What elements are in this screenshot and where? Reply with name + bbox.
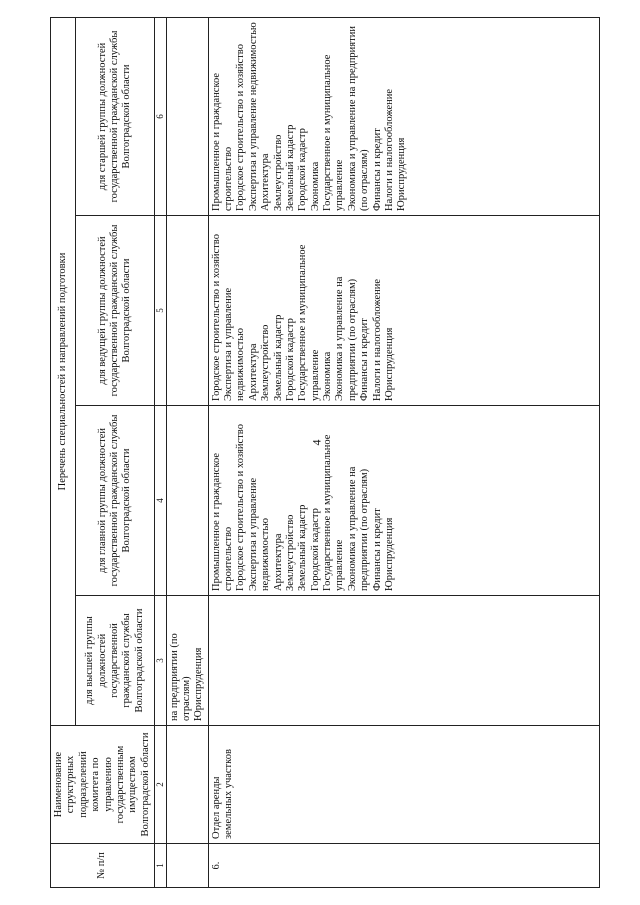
list-item: Архитектура <box>247 343 259 401</box>
row-number: 6. <box>208 844 599 888</box>
list-item: Юриспруденция <box>193 647 205 721</box>
list-item: Юриспруденция <box>396 137 408 211</box>
list-item: Экономика <box>309 161 321 211</box>
list-item: Экономика и управление на предприятии (по отраслям) <box>346 466 371 591</box>
column-number: 6 <box>155 17 167 215</box>
specialties-table <box>50 17 600 888</box>
header-number: № п/п <box>51 844 155 888</box>
list-item: Архитектура <box>260 153 272 211</box>
main-group-specialties <box>208 406 599 596</box>
list-item: Землеустройство <box>260 324 272 401</box>
rotated-table-sheet <box>50 18 590 888</box>
column-number: 5 <box>155 216 167 406</box>
list-item: Налоги и налогообложение <box>383 88 395 211</box>
header-subdivision-name: Наименование структурных подразделений комитета по управлению государственным имуществом Волгоградской области <box>51 726 155 844</box>
leading-group-specialties <box>208 216 599 406</box>
continuation-cell <box>166 596 208 726</box>
list-item: Юриспруденция <box>383 517 395 591</box>
senior-group-specialties <box>208 17 599 215</box>
list-item: Юриспруденция <box>383 327 395 401</box>
column-number: 2 <box>155 726 167 844</box>
header-senior-group: для старшей группы должностей государственной гражданской службы Волгоградской области <box>76 17 155 215</box>
list-item: Землеустройство <box>272 134 284 211</box>
list-item: Экспертиза и управление недвижимостью <box>247 22 259 211</box>
list-item: Земельный кадастр <box>284 124 296 211</box>
list-item: Городской кадастр <box>309 508 321 591</box>
header-main-group: для главной группы должностей государственной гражданской службы Волгоградской области <box>76 406 155 596</box>
list-item: Государственное и муниципальное управление <box>297 244 321 401</box>
list-item: Экспертиза и управление недвижимостью <box>223 287 247 401</box>
header-leading-group: для ведущей группы должностей государственной гражданской службы Волгоградской области <box>76 216 155 406</box>
list-item: Экономика <box>322 351 334 401</box>
continuation-row <box>166 17 208 887</box>
column-number-row <box>155 17 167 887</box>
list-item: на предприятии (по отраслям) <box>168 633 192 721</box>
list-item: Государственное и муниципальное управление <box>322 54 346 211</box>
list-item: Экспертиза и управление недвижимостью <box>247 477 272 591</box>
list-item: Городской кадастр <box>297 128 309 211</box>
list-item: Экономика и управление на предприятии (по отраслям) <box>346 26 371 211</box>
list-item: Налоги и налогообложение <box>371 278 383 401</box>
table-row <box>208 17 599 887</box>
subdivision-name: Отдел аренды земельных участков <box>208 726 599 844</box>
list-item: Финансы и кредит <box>359 318 371 401</box>
list-item: Финансы и кредит <box>371 508 383 591</box>
column-number: 1 <box>155 844 167 888</box>
list-item: Землеустройство <box>284 514 296 591</box>
list-item: Государственное и муниципальное управление <box>322 434 346 591</box>
list-item: Промышленное и гражданское строительство <box>210 452 235 591</box>
list-item: Городское строительство и хозяйство <box>210 234 222 401</box>
list-item: Городской кадастр <box>284 318 296 401</box>
list-item: Промышленное и гражданское строительство <box>210 72 235 211</box>
list-item: Земельный кадастр <box>272 314 284 401</box>
list-item: Финансы и кредит <box>371 128 383 211</box>
header-specialties-group: Перечень специальностей и направлений подготовки <box>51 17 76 725</box>
list-item: Городское строительство и хозяйство <box>235 44 247 211</box>
list-item: Городское строительство и хозяйство <box>235 424 247 591</box>
list-item: Архитектура <box>272 533 284 591</box>
column-number: 4 <box>155 406 167 596</box>
page-number: 4 <box>309 439 324 446</box>
header-highest-group: для высшей группы должностей государственной гражданской службы Волгоградской области <box>76 596 155 726</box>
list-item: Земельный кадастр <box>297 504 309 591</box>
list-item: Экономика и управление на предприятии (по отраслям) <box>334 276 358 401</box>
column-number: 3 <box>155 596 167 726</box>
